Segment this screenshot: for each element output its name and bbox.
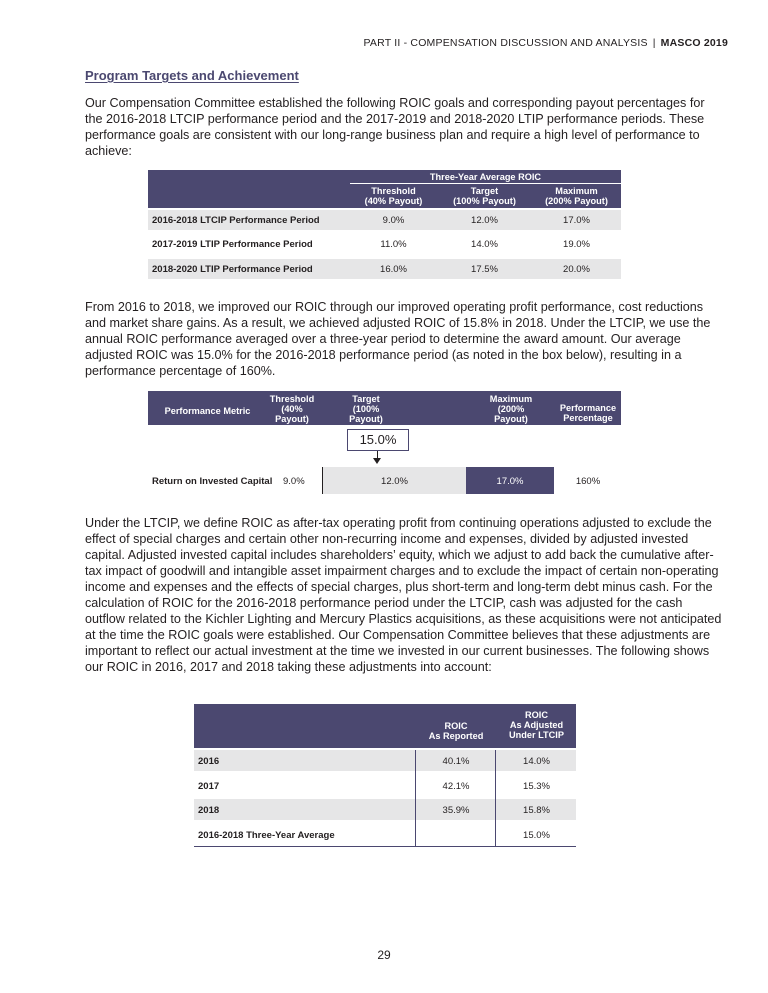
header-brand: MASCO 2019 <box>660 37 728 49</box>
goals-cell: 11.0% <box>380 239 407 250</box>
roic-cell: 15.8% <box>523 805 550 816</box>
page-header <box>363 37 728 49</box>
goals-row-label: 2018-2020 LTIP Performance Period <box>152 264 313 275</box>
roic-col-adjusted: ROIC As Adjusted Under LTCIP <box>509 710 564 740</box>
perf-col-threshold: Threshold (40% Payout) <box>269 394 315 424</box>
roic-col-reported: ROIC As Reported <box>428 721 484 741</box>
roic-row-label: 2016 <box>198 756 220 767</box>
achieved-value-box: 15.0% <box>347 429 409 451</box>
goals-row-label: 2016-2018 LTCIP Performance Period <box>152 215 320 226</box>
roic-cell: 35.9% <box>442 805 470 816</box>
performance-maximum-value: 17.0% <box>496 476 524 487</box>
performance-target-value: 12.0% <box>381 476 408 487</box>
roic-cell: 15.0% <box>523 830 550 841</box>
header-separator: | <box>652 37 656 49</box>
goals-cell: 16.0% <box>380 264 407 275</box>
goals-group-rule <box>350 183 621 184</box>
goals-cell: 17.0% <box>563 215 590 226</box>
performance-row-label: Return on Invested Capital <box>152 476 273 487</box>
goals-col-threshold: Threshold (40% Payout) <box>364 186 423 206</box>
roic-row-label: 2018 <box>198 805 220 816</box>
header-section: PART II - COMPENSATION DISCUSSION AND ANALYSIS <box>363 37 648 49</box>
roic-cell: 14.0% <box>523 756 550 767</box>
intro-paragraph: Our Compensation Committee established the following ROIC goals and corresponding payout percentages for the 2016-2018 LTCIP performance period and the 2017-2019 and 2018-2020 LTIP performance periods. These performance goals are consistent with our long-range business plan and require a high level of performance to achieve: <box>85 96 705 158</box>
roic-bottom-rule <box>194 846 576 847</box>
performance-percentage-value: 160% <box>575 476 601 487</box>
achieved-arrow-icon <box>373 458 381 464</box>
goals-cell: 14.0% <box>471 239 498 250</box>
results-paragraph: From 2016 to 2018, we improved our ROIC through our improved operating profit performance, cost reductions and market share gains. As a result, we achieved adjusted ROIC of 15.8% in 2018. Under the LTCIP, we use the annual ROIC performance averaged over a three-year period to determine the award amount. Our average adjusted ROIC was 15.0% for the 2016-2018 performance period (as noted in the box below), resulting in a performance percentage of 160%. <box>85 300 711 378</box>
section-title: Program Targets and Achievement <box>85 68 299 83</box>
page-number: 29 <box>377 948 391 962</box>
goals-cell: 17.5% <box>471 264 498 275</box>
roic-divider <box>495 750 496 846</box>
performance-metric-header: Performance Metric <box>164 406 251 416</box>
perf-col-percentage: Performance Percentage <box>559 403 617 423</box>
roic-cell: 42.1% <box>442 781 470 792</box>
goals-col-target: Target (100% Payout) <box>453 186 516 206</box>
roic-cell: 15.3% <box>523 781 550 792</box>
performance-threshold-value: 9.0% <box>283 476 305 487</box>
goals-cell: 19.0% <box>563 239 590 250</box>
roic-row-label: 2016-2018 Three-Year Average <box>198 830 335 841</box>
roic-row-label: 2017 <box>198 781 220 792</box>
goals-row-label: 2017-2019 LTIP Performance Period <box>152 239 313 250</box>
goals-col-maximum: Maximum (200% Payout) <box>545 186 608 206</box>
perf-col-maximum: Maximum (200% Payout) <box>489 394 533 424</box>
perf-col-target: Target (100% Payout) <box>349 394 383 424</box>
roic-divider <box>415 750 416 846</box>
goals-group-header: Three-Year Average ROIC <box>429 172 542 182</box>
goals-cell: 20.0% <box>563 264 590 275</box>
goals-cell: 9.0% <box>382 215 405 226</box>
definition-paragraph: Under the LTCIP, we define ROIC as after-tax operating profit from continuing operations adjusted to exclude the effect of special charges and certain other non-recurring income and expenses, divided by adjusted invested capital. Adjusted invested capital includes shareholders’ equity, which we adjust to add back the cumulative after-tax impact of goodwill and intangible asset impairment charges and to exclude the impact of certain non-operating income and expenses and the effects of special charges, plus short-term and long-term debt minus cash. For the calculation of ROIC for the 2016-2018 performance period under the LTCIP, cash was adjusted for the cash outflow related to the Kichler Lighting and Mercury Plastics acquisitions, as these acquisitions were not anticipated at the time the ROIC goals were established. Our Compensation Committee believes that these adjustments are important to reflect our actual investment at the time we invested in our current businesses. The following shows our ROIC in 2016, 2017 and 2018 taking these adjustments into account: <box>85 516 722 674</box>
goals-cell: 12.0% <box>471 215 498 226</box>
roic-cell: 40.1% <box>442 756 470 767</box>
